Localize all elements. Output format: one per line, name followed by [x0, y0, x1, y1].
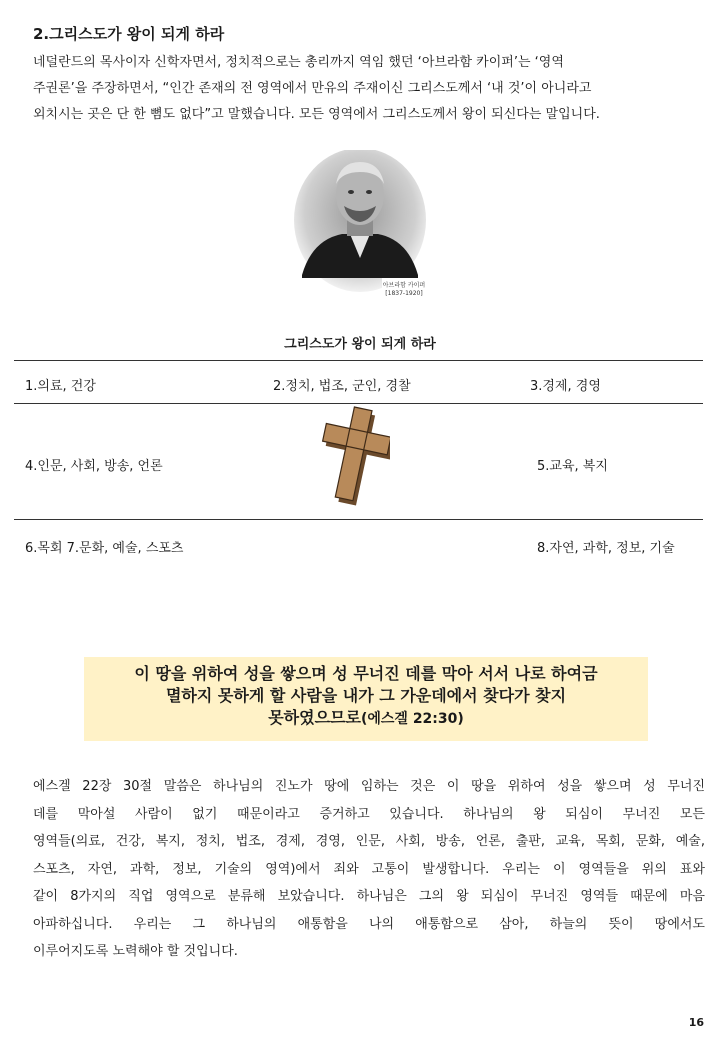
verse-line-last: [84, 707, 648, 730]
portrait-caption-years: [1837-1920]: [385, 290, 423, 297]
table-divider: [14, 519, 703, 520]
intro-line: 외치시는 곳은 단 한 뼘도 없다”고 말했습니다. 모든 영역에서 그리스도께서 왕이 되신다는 말입니다.: [33, 107, 600, 122]
table-cell: 4.인문, 사회, 방송, 언론: [25, 459, 163, 474]
body-line: 영역들(의료, 건강, 복지, 정치, 법조, 경제, 경영, 인문, 사회, 방송, 언론, 출판, 교육, 목회, 문화, 예술,: [33, 834, 705, 849]
cross-icon: [318, 404, 390, 510]
table-divider: [14, 360, 703, 361]
verse-line: 멸하지 못하게 할 사람을 내가 그 가운데에서 찾다가 찾지: [165, 686, 567, 705]
table-cell: 3.경제, 경영: [530, 379, 601, 394]
body-line: 아파하십니다. 우리는 그 하나님의 애통함을 나의 애통함으로 삼아, 하늘의 뜻이 땅에서도: [33, 916, 705, 932]
table-cell: 6.목회 7.문화, 예술, 스포츠: [25, 541, 184, 556]
portrait-caption-name: 아브라함 카이퍼: [382, 282, 426, 289]
body-line: 데를 막아설 사람이 없기 때문이라고 증거하고 있습니다. 하나님의 왕 되심이 무너진 모든: [33, 806, 705, 822]
verse-reference: (에스겔 22:30): [360, 711, 464, 727]
intro-paragraph: [33, 50, 703, 128]
page-number: 16: [688, 1016, 704, 1029]
verse-line: 이 땅을 위하여 성을 쌓으며 성 무너진 데를 막아 서서 나로 하여금: [134, 664, 598, 683]
intro-line: 주권론’을 주장하면서, “인간 존재의 전 영역에서 만유의 주재이신 그리스도께서 ‘내 것’이 아니라고: [33, 81, 592, 96]
intro-line: 네덜란드의 목사이자 신학자면서, 정치적으로는 총리까지 역임 했던 ‘아브라함 카이퍼’는 ‘영역: [33, 55, 564, 70]
body-line: 에스겔 22장 30절 말씀은 하나님의 진노가 땅에 임하는 것은 이 땅을 위하여 성을 쌓으며 성 무너진: [33, 779, 705, 794]
body-line: 같이 8가지의 직업 영역으로 분류해 보았습니다. 하나님은 그의 왕 되심이 무너진 영역들 때문에 마음: [33, 889, 705, 904]
table-cell: 8.자연, 과학, 정보, 기술: [537, 541, 675, 556]
abraham-kuyper-portrait: [292, 150, 428, 300]
table-title: 그리스도가 왕이 되게 하라: [284, 337, 436, 352]
table-cell: 5.교육, 복지: [537, 459, 608, 474]
verse-text: 못하였으므로: [268, 708, 361, 727]
body-line: 스포츠, 자연, 과학, 정보, 기술의 영역)에서 죄와 고통이 발생합니다. 우리는 이 영역들을 위의 표와: [33, 861, 705, 877]
table-cell: 1.의료, 건강: [25, 379, 96, 394]
body-line: 이루어지도록 노력해야 할 것입니다.: [33, 944, 238, 959]
table-cell: 2.정치, 법조, 군인, 경찰: [273, 379, 411, 394]
section-heading: 2.그리스도가 왕이 되게 하라: [33, 25, 225, 43]
verse-box: [84, 657, 648, 741]
body-paragraph: [33, 773, 705, 966]
